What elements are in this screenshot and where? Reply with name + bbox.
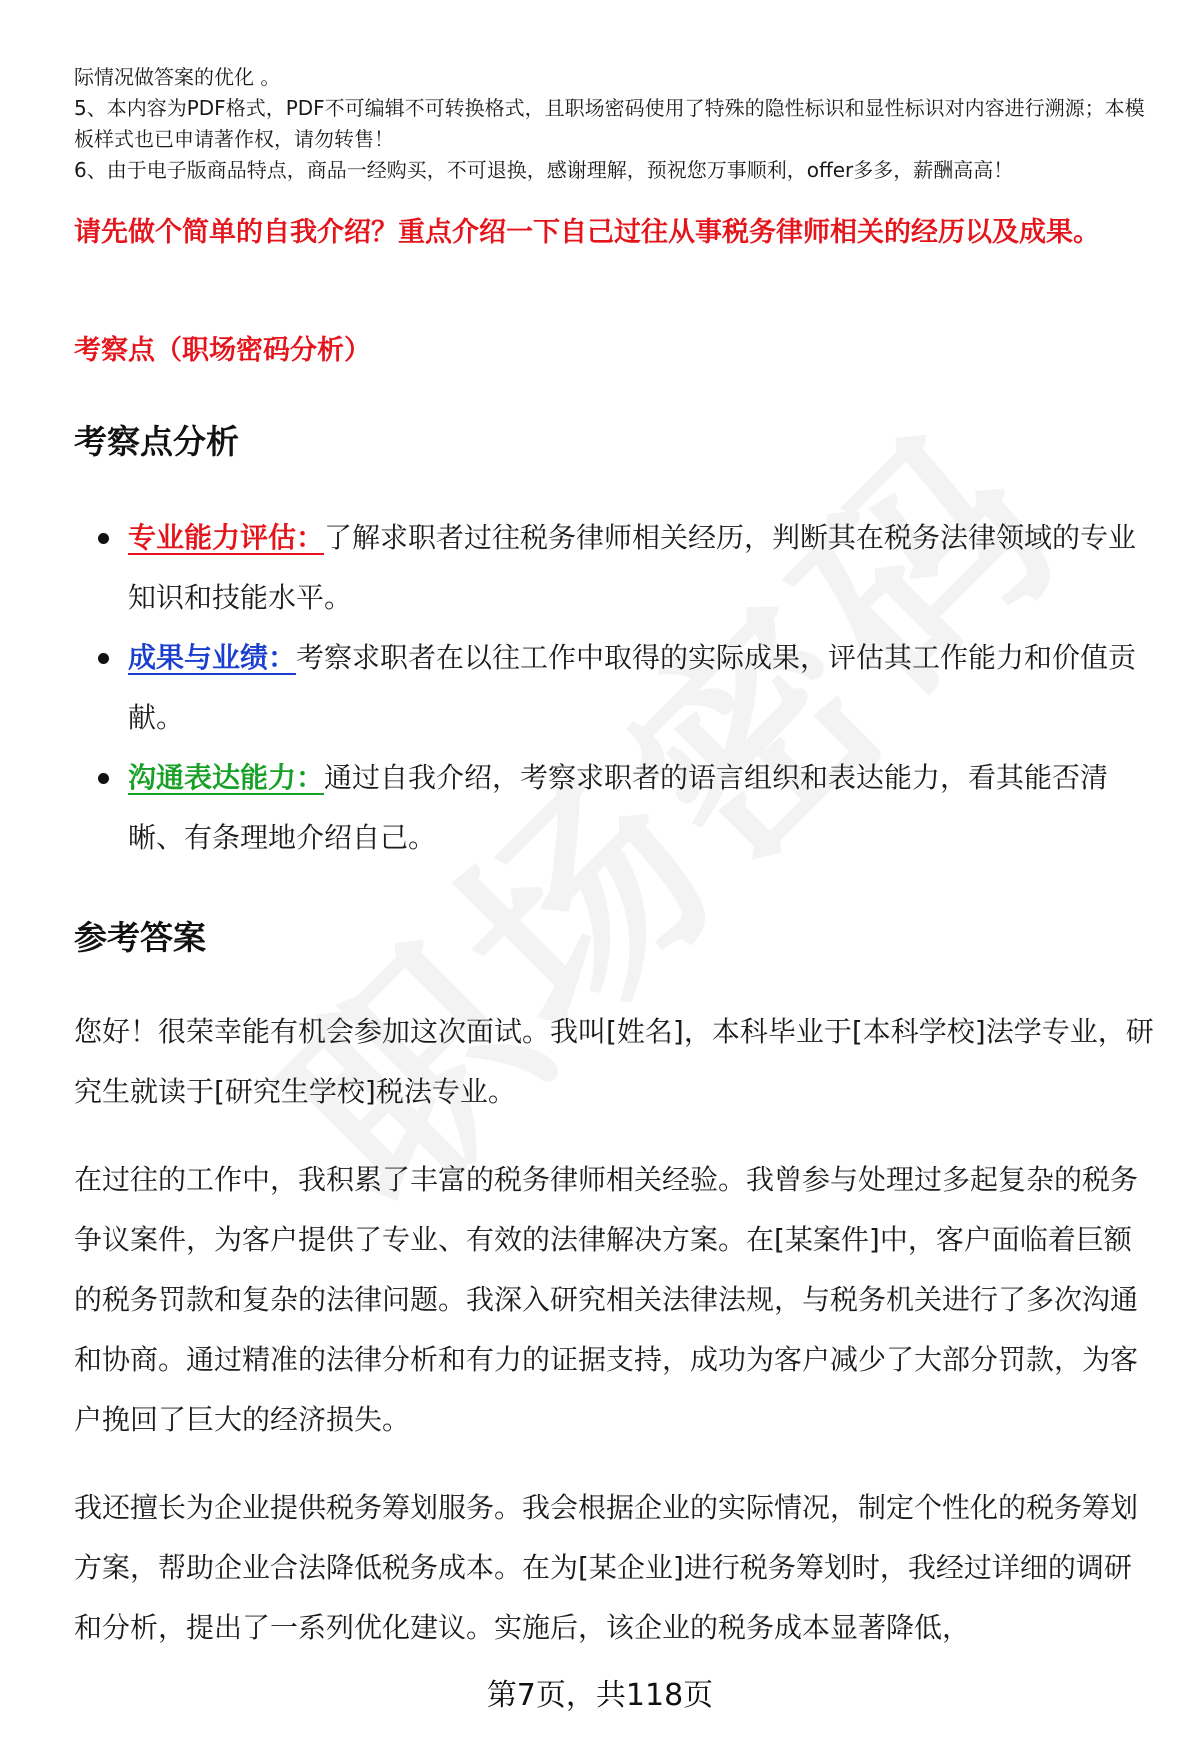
interview-question: 请先做个简单的自我介绍？重点介绍一下自己过往从事税务律师相关的经历以及成果。 bbox=[74, 217, 1100, 248]
bullet-icon bbox=[98, 533, 109, 544]
analysis-list bbox=[74, 508, 1154, 868]
bullet-label: 沟通表达能力： bbox=[128, 761, 325, 794]
bullet-text: 考察求职者在以往工作中取得的实际成果，评估其工作能力和价值贡献。 bbox=[128, 641, 1137, 734]
note-line: 6、由于电子版商品特点，商品一经购买，不可退换，感谢理解，预祝您万事顺利，offer多多，薪酬高高！ bbox=[74, 158, 1014, 182]
notes-block bbox=[74, 62, 1164, 186]
list-item bbox=[74, 748, 1154, 868]
answer-paragraph: 我还擅长为企业提供税务筹划服务。我会根据企业的实际情况，制定个性化的税务筹划方案，帮助企业合法降低税务成本。在为[某企业]进行税务筹划时，我经过详细的调研和分析，提出了一系列优化建议。实施后，该企业的税务成本显著降低， bbox=[74, 1491, 1139, 1644]
list-item bbox=[74, 628, 1154, 748]
page-number: 第7页，共118页 bbox=[486, 1678, 714, 1713]
bullet-icon bbox=[98, 653, 109, 664]
bullet-label: 成果与业绩： bbox=[128, 641, 297, 674]
focus-label: 考察点（职场密码分析） bbox=[74, 335, 371, 366]
answer-heading: 参考答案 bbox=[74, 918, 206, 957]
bullet-icon bbox=[98, 773, 109, 784]
list-item bbox=[74, 508, 1154, 628]
bullet-label: 专业能力评估： bbox=[128, 521, 325, 554]
bullet-text: 通过自我介绍，考察求职者的语言组织和表达能力，看其能否清晰、有条理地介绍自己。 bbox=[128, 761, 1109, 854]
note-line: 5、本内容为PDF格式，PDF不可编辑不可转换格式，且职场密码使用了特殊的隐性标识和显性标识对内容进行溯源；本模板样式也已申请著作权，请勿转售！ bbox=[74, 96, 1145, 151]
analysis-heading: 考察点分析 bbox=[74, 422, 239, 461]
bullet-text: 了解求职者过往税务律师相关经历，判断其在税务法律领域的专业知识和技能水平。 bbox=[128, 521, 1137, 614]
answer-paragraph: 您好！很荣幸能有机会参加这次面试。我叫[姓名]，本科毕业于[本科学校]法学专业，研究生就读于[研究生学校]税法专业。 bbox=[74, 1015, 1154, 1108]
answer-paragraph: 在过往的工作中，我积累了丰富的税务律师相关经验。我曾参与处理过多起复杂的税务争议案件，为客户提供了专业、有效的法律解决方案。在[某案件]中，客户面临着巨额的税务罚款和复杂的法律问题。我深入研究相关法律法规，与税务机关进行了多次沟通和协商。通过精准的法律分析和有力的证据支持，成功为客户减少了大部分罚款，为客户挽回了巨大的经济损失。 bbox=[74, 1163, 1139, 1436]
note-line: 际情况做答案的优化 。 bbox=[74, 65, 281, 89]
